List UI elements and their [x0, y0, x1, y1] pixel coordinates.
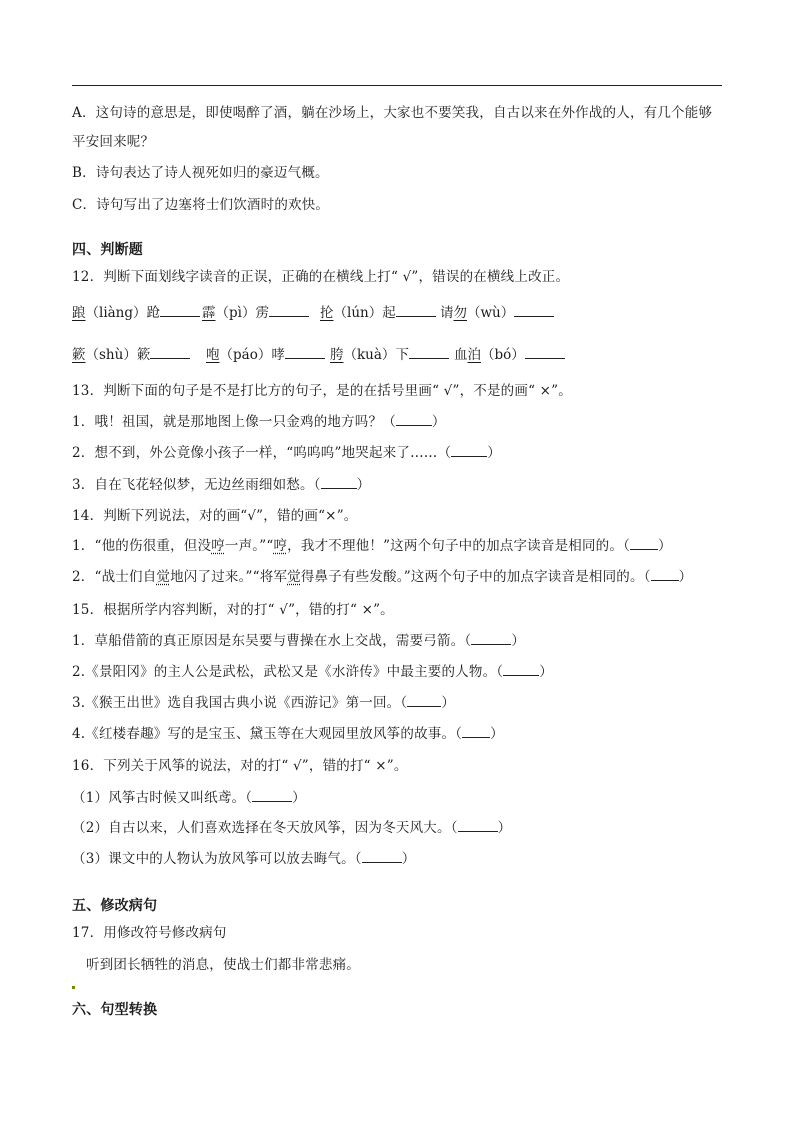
underlined-char: 勿: [453, 305, 467, 321]
answer-blank[interactable]: [150, 346, 190, 359]
item-text: （2）自古以来，人们喜欢选择在冬天放风筝，因为冬天风大。（: [72, 820, 458, 836]
word-rest: 下: [395, 347, 409, 363]
underlined-char: 胯: [330, 347, 344, 363]
close-paren: ）: [511, 633, 526, 649]
word-rest: 哮: [271, 347, 285, 363]
word-pre: 请: [440, 305, 454, 321]
item-text: 3．自在飞花轻似梦，无边丝雨细如愁。（: [72, 477, 321, 493]
dotted-char: 哼: [273, 538, 288, 554]
q15-stem: 15．根据所学内容判断，对的打“ √”，错的打“ ×”。: [72, 602, 394, 618]
answer-blank[interactable]: [525, 346, 565, 359]
header-rule: [72, 85, 722, 86]
q13-item-3: [72, 476, 370, 494]
stray-mark: [72, 986, 75, 989]
answer-blank[interactable]: [362, 850, 402, 863]
q13-stem: 13．判断下面的句子是不是打比方的句子，是的在括号里画“ √”，不是的画“ ×”。: [72, 383, 572, 399]
answer-blank[interactable]: [252, 789, 292, 802]
q13-item-2: [72, 444, 501, 462]
close-paren: ）: [497, 820, 512, 836]
section-4-heading: 四、判断题: [72, 242, 143, 258]
answer-blank[interactable]: [458, 819, 498, 832]
close-paren: ）: [678, 569, 693, 585]
item-text: 3.《猴王出世》选自我国古典小说《西游记》第一回。（: [72, 695, 408, 711]
q17-sentence: 听到团长牺牲的消息，使战士们都非常悲痛。: [86, 957, 360, 973]
q12-row-1: [72, 304, 722, 324]
q12-stem: 12．判断下面划线字读音的正误，正确的在横线上打“ √”，错误的在横线上改正。: [72, 269, 570, 285]
pinyin: （shù）: [85, 347, 137, 363]
item-text: （3）课文中的人物认为放风筝可以放去晦气。（: [72, 851, 362, 867]
q15-item-3: [72, 694, 455, 712]
text-part: 一声。”“: [224, 538, 274, 554]
pinyin: （kuà）: [343, 347, 396, 363]
answer-blank[interactable]: [321, 476, 357, 489]
close-paren: ）: [292, 790, 306, 806]
q16-item-3: [72, 850, 415, 868]
close-paren: ）: [401, 851, 416, 867]
pron-item: [440, 304, 554, 322]
text-part: 1．“他的伤很重，但没: [72, 538, 212, 554]
text-part: 得鼻子有些发酸。”这两个句子中的加点字读音是相同的。（: [300, 569, 651, 585]
answer-blank[interactable]: [514, 304, 554, 317]
pinyin: （pì）: [215, 305, 256, 321]
word-rest: 起: [382, 305, 396, 321]
underlined-char: 泊: [467, 347, 481, 363]
pron-item: [72, 346, 190, 364]
q14-item-2: [72, 568, 692, 586]
word-rest: 雳: [255, 305, 269, 321]
word-rest: 簌: [136, 347, 151, 363]
close-paren: ）: [539, 664, 553, 680]
q16-stem: 16．下列关于风筝的说法，对的打“ √”，错的打“ ×”。: [72, 758, 408, 774]
option-a-line1: A．这句诗的意思是，即使喝醉了酒，躺在沙场上，大家也不要笑我，自古以来在外作战的人，有几个能够: [72, 105, 713, 121]
q14-stem: 14．判断下列说法，对的画“√”，错的画“×”。: [72, 508, 358, 524]
dotted-char: 哼: [211, 538, 225, 554]
q12-row-2: [72, 346, 722, 366]
q15-item-4: [72, 725, 504, 743]
item-text: 2．想不到，外公竟像小孩子一样，“呜呜呜”地哭起来了……（: [72, 445, 452, 461]
underlined-char: 踉: [72, 305, 86, 321]
close-paren: ）: [431, 414, 446, 430]
pron-item: [320, 304, 436, 322]
q17-stem: 17．用修改符号修改病句: [72, 925, 227, 941]
close-paren: ）: [658, 538, 672, 554]
answer-blank[interactable]: [471, 632, 511, 645]
pron-item: [72, 304, 200, 322]
answer-blank[interactable]: [269, 304, 309, 317]
q15-item-2: [72, 663, 553, 681]
word-rest: 跄: [146, 305, 161, 321]
close-paren: ）: [356, 477, 371, 493]
pron-item: [202, 304, 309, 322]
answer-blank[interactable]: [630, 537, 658, 550]
q16-item-2: [72, 819, 511, 837]
answer-blank[interactable]: [285, 346, 325, 359]
section-5-heading: 五、修改病句: [72, 898, 158, 914]
underlined-char: 簌: [72, 347, 86, 363]
close-paren: ）: [487, 445, 501, 461]
pinyin: （páo）: [219, 347, 272, 363]
q14-item-1: [72, 537, 672, 555]
answer-blank[interactable]: [503, 663, 539, 676]
answer-blank[interactable]: [651, 568, 679, 581]
answer-blank[interactable]: [407, 694, 441, 707]
option-c: C．诗句写出了边塞将士们饮酒时的欢快。: [72, 197, 330, 213]
underlined-char: 霹: [202, 305, 216, 321]
q15-item-1: [72, 632, 525, 650]
q13-item-1: [72, 413, 446, 431]
answer-blank[interactable]: [451, 444, 487, 457]
pron-item: [330, 346, 449, 364]
close-paren: ）: [441, 695, 456, 711]
answer-blank[interactable]: [396, 413, 432, 426]
close-paren: ）: [490, 726, 504, 742]
dotted-char: 觉: [156, 569, 171, 585]
text-part: 地闪了过来。”“将军: [170, 569, 288, 585]
answer-blank[interactable]: [396, 304, 436, 317]
item-text: （1）风筝古时候又叫纸鸢。（: [72, 790, 253, 806]
dotted-char: 觉: [287, 569, 301, 585]
text-part: ，我才不理他！”这两个句子中的加点字读音是相同的。（: [287, 538, 631, 554]
item-text: 1．草船借箭的真正原因是东吴要与曹操在水上交战，需要弓箭。（: [72, 633, 472, 649]
answer-blank[interactable]: [462, 725, 490, 738]
word-pre: 血: [454, 347, 468, 363]
pinyin: （lún）: [333, 305, 383, 321]
text-part: 2．“战士们自: [72, 569, 157, 585]
answer-blank[interactable]: [409, 346, 449, 359]
pron-item: [454, 346, 565, 364]
item-text: 1．哦！祖国，就是那地图上像一只金鸡的地方吗？（: [72, 414, 396, 430]
q16-item-1: [72, 789, 306, 807]
pinyin: （wù）: [467, 305, 515, 321]
section-6-heading: 六、句型转换: [72, 1002, 158, 1018]
item-text: 2.《景阳冈》的主人公是武松，武松又是《水浒传》中最主要的人物。（: [72, 664, 504, 680]
pron-item: [206, 346, 325, 364]
item-text: 4.《红楼春趣》写的是宝玉、黛玉等在大观园里放风筝的故事。（: [72, 726, 463, 742]
option-a-line2: 平安回来呢？: [72, 134, 155, 150]
pinyin: （liàng）: [85, 305, 147, 321]
answer-blank[interactable]: [160, 304, 200, 317]
underlined-char: 抡: [320, 305, 334, 321]
underlined-char: 咆: [206, 347, 220, 363]
option-b: B．诗句表达了诗人视死如归的豪迈气概。: [72, 165, 329, 181]
pinyin: （bó）: [481, 347, 525, 363]
